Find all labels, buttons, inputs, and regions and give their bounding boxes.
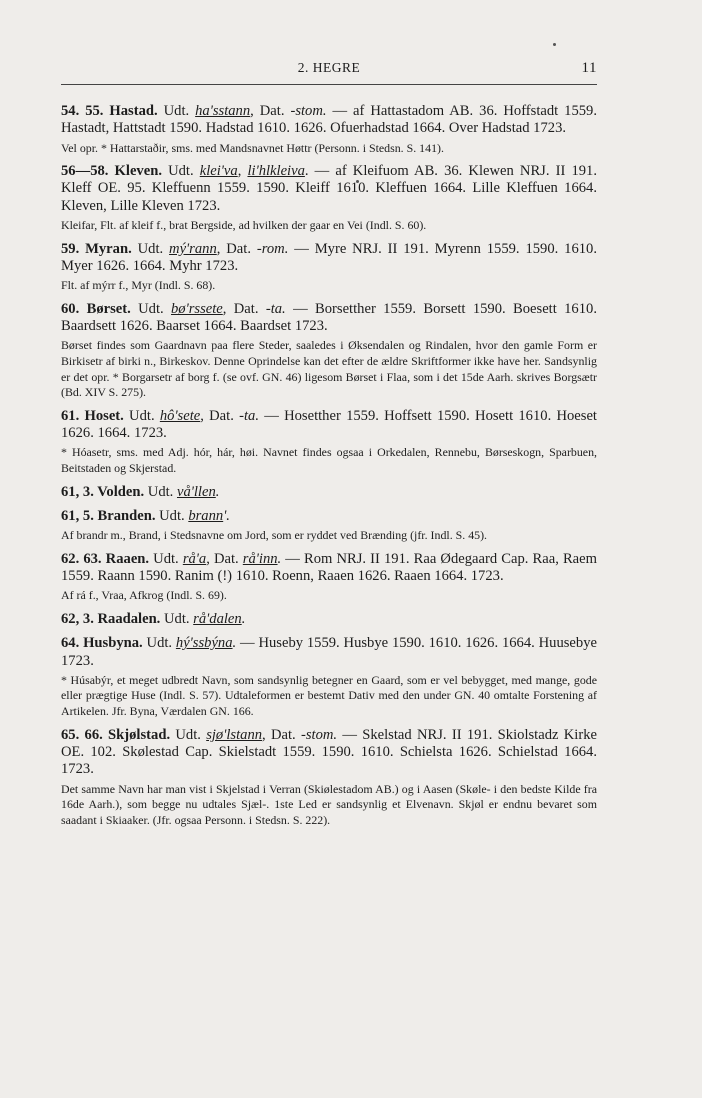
header-rule <box>61 84 597 85</box>
entry-note: * Húsabýr, et meget udbredt Navn, som sandsynlig betegner en Gaard, som er vel bebygget, med mange, gode eller prægtige Huse (Indl. S. 57). Udtaleformen er bestemt Dativ med den under GN. 40 omtalte Forstening af Artikelen. Jfr. Byna, Værdalen GN. 166. <box>61 672 597 719</box>
farm-entry <box>61 727 597 829</box>
farm-entry <box>61 163 597 233</box>
entry-heading: 56—58. Kleven. Udt. klei'va, li'hlkleiva. — af Kleifuom AB. 36. Klewen NRJ. II 191. Kleff OE. 95. Kleffuenn 1559. 1590. Kleiff 1610. Kleffuen 1664. Lille Kleffuen 1664. Kleven, Lille Kleven 1723. <box>61 163 597 214</box>
farm-entry <box>61 408 597 477</box>
farm-entry <box>61 611 597 628</box>
entry-heading: 61, 3. Volden. Udt. vå'llen. <box>61 483 220 500</box>
entry-heading: 64. Husbyna. Udt. hý'ssbýna. — Huseby 1559. Husbye 1590. 1610. 1626. 1664. Huusebye 1723. <box>61 635 597 669</box>
speck <box>553 43 556 46</box>
page <box>61 58 597 835</box>
farm-entry <box>61 241 597 294</box>
farm-entry <box>61 103 597 156</box>
entry-heading: 62, 3. Raadalen. Udt. rå'dalen. <box>61 610 246 627</box>
entries-list <box>61 103 597 828</box>
entry-heading: 60. Børset. Udt. bø'rssete, Dat. -ta. — Borsetther 1559. Borsett 1590. Boesett 1610. Baardsett 1626. Baarset 1664. Baardset 1723. <box>61 300 597 335</box>
entry-note: Kleifar, Flt. af kleif f., brat Bergside, ad hvilken der gaar en Vei (Indl. S. 60). <box>61 218 427 233</box>
entry-heading: 61. Hoset. Udt. hô'sete, Dat. -ta. — Hosetther 1559. Hoffsett 1590. Hosett 1610. Hoeset 1626. 1664. 1723. <box>61 407 597 442</box>
farm-entry <box>61 635 597 719</box>
entry-heading: 59. Myran. Udt. mý'rann, Dat. -rom. — Myre NRJ. II 191. Myrenn 1559. 1590. 1610. Myer 1626. 1664. Myhr 1723. <box>61 240 597 274</box>
farm-entry <box>61 551 597 604</box>
running-header <box>61 58 597 78</box>
farm-entry <box>61 484 597 501</box>
entry-heading: 54. 55. Hastad. Udt. ha'sstann, Dat. -stom. — af Hattastadom AB. 36. Hoffstadt 1559. Hastadt, Hattstadt 1590. Hadstad 1610. 1626. Ofuerhadstad 1664. Over Hadstad 1723. <box>61 103 598 137</box>
entry-note: * Hóasetr, sms. med Adj. hór, hár, høi. Navnet findes ogsaa i Orkedalen, Rennebu, Børseskogn, Sparbuen, Beitstaden og Skjerstad. <box>61 445 597 476</box>
entry-note: Flt. af mýrr f., Myr (Indl. S. 68). <box>61 278 216 293</box>
entry-heading: 62. 63. Raaen. Udt. rå'a, Dat. rå'inn. — Rom NRJ. II 191. Raa Ødegaard Cap. Raa, Raem 1559. Raann 1590. Ranim (!) 1610. Roenn, Raaen 1626. Raaen 1664. 1723. <box>61 550 597 585</box>
entry-note: Det samme Navn har man vist i Skjelstad i Verran (Skiølestadom AB.) og i Aasen (Skøle- i den bedste Kilde fra 16de Aarh.), som begge nu udtales Sjæl-. 1ste Led er sandsynlig et Elvenavn. Skjøl er endnu bevaret som saadant i Skiaaker. (Jfr. ogsaa Personn. i Stedsn. S. 222). <box>61 781 597 827</box>
entry-note: Af rá f., Vraa, Afkrog (Indl. S. 69). <box>61 588 227 603</box>
chapter-title: 2. HEGRE <box>297 60 361 75</box>
entry-note: Af brandr m., Brand, i Stedsnavne om Jord, som er ryddet ved Brænding (jfr. Indl. S. 45). <box>61 528 488 543</box>
entry-heading: 65. 66. Skjølstad. Udt. sjø'lstann, Dat. -stom. — Skelstad NRJ. II 191. Skiolstadz Kirke OE. 102. Skølestad Cap. Skielstadt 1559. 1590. 1610. Schielsta 1626. Schielstad 1664. 1723. <box>61 726 597 778</box>
page-number: 11 <box>581 60 597 76</box>
farm-entry <box>61 508 597 544</box>
entry-heading: 61, 5. Branden. Udt. brann'. <box>61 507 230 524</box>
entry-note: Vel opr. * Hattarstaðir, sms. med Mandsnavnet Høttr (Personn. i Stedsn. S. 141). <box>61 140 444 155</box>
farm-entry <box>61 301 597 401</box>
entry-note: Børset findes som Gaardnavn paa flere Steder, saaledes i Øksendalen og Rindalen, hvor den gamle Form er Birkisetr af birki n., Birkeskov. Denne Oprindelse kan det efter de ældre Skriftformer ikke have her. Sandsynlig er det opr. * Borgarsetr af borg f. (se ovf. GN. 46) ligesom Børset i Flaa, som i det 15de Aarh. skrives Borgsætr (Bd. XIV S. 275). <box>61 338 597 400</box>
